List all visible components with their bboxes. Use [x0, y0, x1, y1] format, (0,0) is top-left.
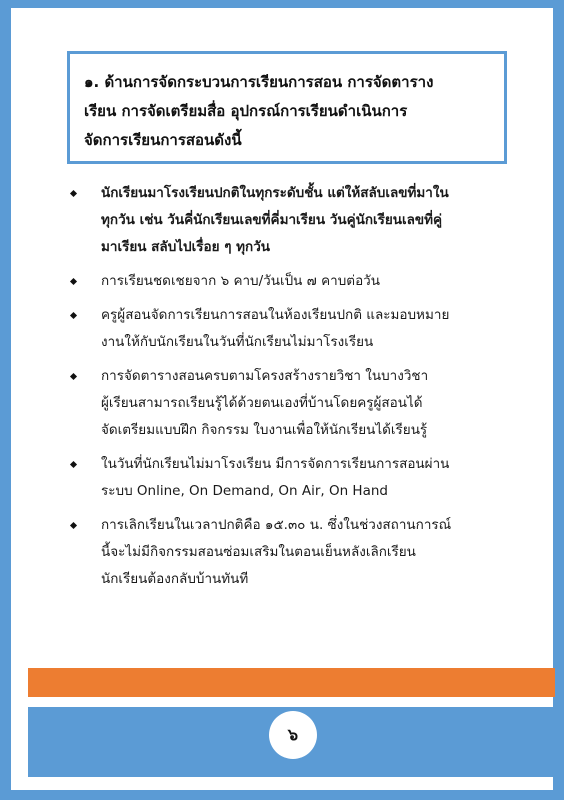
bullet-list [71, 180, 531, 600]
diamond-bullet-icon [70, 373, 77, 380]
bullet-3-line-1: ครูผู้สอนจัดการเรียนการสอนในห้องเรียนปกติ และมอบหมาย [101, 307, 450, 323]
bullet-2-line-1: การเรียนชดเชยจาก ๖ คาบ/วันเป็น ๗ คาบต่อวัน [101, 273, 380, 289]
bullet-item-1 [71, 180, 531, 261]
diamond-bullet-icon [70, 461, 77, 468]
bullet-4-line-3: จัดเตรียมแบบฝึก กิจกรรม ใบงานเพื่อให้นักเรียนได้เรียนรู้ [101, 422, 428, 438]
diamond-bullet-icon [70, 522, 77, 529]
heading-line-1: ๑. ด้านการจัดกระบวนการเรียนการสอน การจัดตาราง [84, 73, 434, 91]
bullet-4-line-2: ผู้เรียนสามารถเรียนรู้ได้ด้วยตนเองที่บ้านโดยครูผู้สอนได้ [101, 395, 423, 411]
section-heading-box [67, 51, 507, 164]
bullet-5-line-2: ระบบ Online, On Demand, On Air, On Hand [101, 483, 388, 499]
bullet-item-5 [71, 451, 531, 505]
diamond-bullet-icon [70, 312, 77, 319]
footer-orange-bar [28, 668, 555, 697]
bullet-6-line-1: การเลิกเรียนในเวลาปกติคือ ๑๕.๓๐ น. ซึ่งในช่วงสถานการณ์ [101, 517, 452, 533]
bullet-item-2 [71, 268, 531, 295]
bullet-item-4 [71, 363, 531, 444]
bullet-1-line-1: นักเรียนมาโรงเรียนปกติในทุกระดับชั้น แต่ให้สลับเลขที่มาใน [101, 185, 449, 201]
bullet-1-line-3: มาเรียน สลับไปเรื่อย ๆ ทุกวัน [101, 239, 271, 255]
heading-line-3: จัดการเรียนการสอนดังนี้ [84, 131, 242, 149]
bullet-item-3 [71, 302, 531, 356]
diamond-bullet-icon [70, 278, 77, 285]
bullet-4-line-1: การจัดตารางสอนครบตามโครงสร้างรายวิชา ในบางวิชา [101, 368, 429, 384]
bullet-6-line-2: นี้จะไม่มีกิจกรรมสอนซ่อมเสริมในตอนเย็นหลังเลิกเรียน [101, 544, 416, 560]
heading-line-2: เรียน การจัดเตรียมสื่อ อุปกรณ์การเรียนดำเนินการ [84, 102, 408, 120]
bullet-6-line-3: นักเรียนต้องกลับบ้านทันที [101, 571, 249, 587]
bullet-item-6 [71, 512, 531, 593]
bullet-3-line-2: งานให้กับนักเรียนในวันที่นักเรียนไม่มาโรงเรียน [101, 334, 374, 350]
bullet-5-line-1: ในวันที่นักเรียนไม่มาโรงเรียน มีการจัดการเรียนการสอนผ่าน [101, 456, 450, 472]
diamond-bullet-icon [70, 190, 77, 197]
bullet-1-line-2: ทุกวัน เช่น วันคี่นักเรียนเลขที่คี่มาเรียน วันคู่นักเรียนเลขที่คู่ [101, 212, 443, 228]
page-number-badge: ๖ [269, 711, 317, 759]
